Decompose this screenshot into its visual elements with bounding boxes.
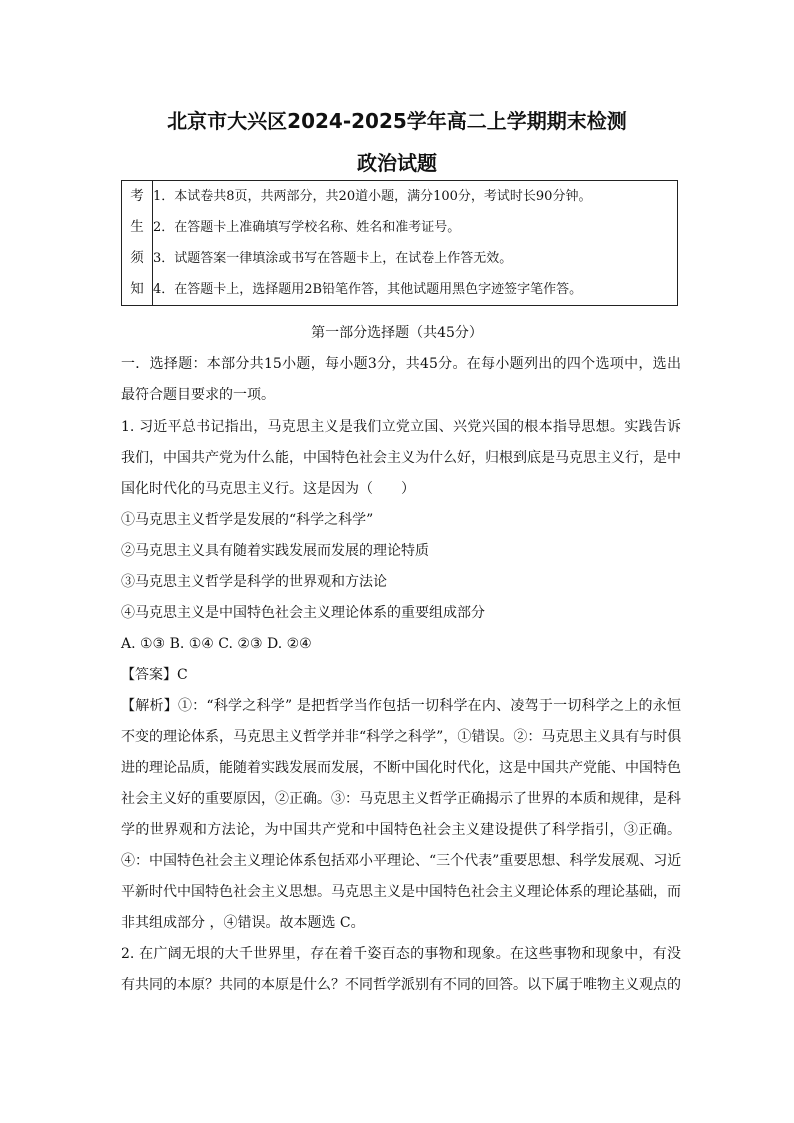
notice-label-char: 生 — [130, 219, 144, 235]
notice-item: 1．本试卷共8页，共两部分，共20道小题，满分100分，考试时长90分钟。 — [153, 189, 592, 204]
notice-box — [121, 180, 678, 306]
q1-stem-line: 我们，中国共产党为什么能，中国特色社会主义为什么好，归根到底是马克思主义行，是中 — [121, 450, 681, 466]
q1-option: ④马克思主义是中国特色社会主义理论体系的重要组成部分 — [121, 605, 485, 621]
q1-choices: A. ①③ B. ①④ C. ②③ D. ②④ — [121, 636, 312, 652]
q1-analysis-line: 学的世界观和方法论，为中国共产党和中国特色社会主义建设提供了科学指引，③正确。 — [121, 822, 681, 838]
notice-label — [122, 181, 153, 306]
q1-option: ①马克思主义哲学是发展的“科学之科学” — [121, 512, 374, 528]
q1-analysis-line: 不变的理论体系，马克思主义哲学并非“科学之科学”，①错误。②：马克思主义具有与时俱 — [121, 729, 682, 745]
page-title: 北京市大兴区2024-2025学年高二上学期期末检测 — [167, 109, 627, 133]
q1-analysis-line: 非其组成部分 ，④错误。故本题选 C。 — [121, 915, 365, 931]
notice-label-char: 知 — [130, 281, 144, 297]
notice-item: 4．在答题卡上，选择题用2B铅笔作答，其他试题用黑色字迹签字笔作答。 — [153, 282, 583, 297]
notice-item: 2．在答题卡上准确填写学校名称、姓名和准考证号。 — [153, 220, 461, 235]
q1-option: ②马克思主义具有随着实践发展而发展的理论特质 — [121, 543, 429, 559]
q1-stem-line: 1. 习近平总书记指出，马克思主义是我们立党立国、兴党兴国的根本指导思想。实践告诉 — [121, 419, 681, 435]
q2-stem-line: 有共同的本原？共同的本原是什么？不同哲学派别有不同的回答。以下属于唯物主义观点的 — [121, 977, 681, 993]
instructions-line: 一．选择题：本部分共15小题，每小题3分，共45分。在每小题列出的四个选项中，选出 — [121, 356, 681, 372]
q1-analysis-line: 进的理论品质，能随着实践发展而发展，不断中国化时代化，这是中国共产党能、中国特色 — [121, 760, 681, 776]
part1-heading: 第一部分选择题（共45分） — [311, 325, 483, 341]
q1-analysis-line: ④：中国特色社会主义理论体系包括邓小平理论、“三个代表”重要思想、科学发展观、习近 — [121, 853, 682, 869]
notice-item: 3．试题答案一律填涂或书写在答题卡上，在试卷上作答无效。 — [153, 251, 513, 266]
q1-answer: 【答案】C — [121, 667, 188, 683]
page-subtitle: 政治试题 — [357, 151, 437, 175]
notice-label-char: 须 — [130, 250, 144, 266]
q1-analysis-line: 【解析】①：“科学之科学” 是把哲学当作包括一切科学在内、凌驾于一切科学之上的永恒 — [121, 698, 681, 714]
notice-items — [153, 181, 678, 306]
q1-analysis-line: 社会主义好的重要原因，②正确。③：马克思主义哲学正确揭示了世界的本质和规律，是科 — [121, 791, 681, 807]
q1-option: ③马克思主义哲学是科学的世界观和方法论 — [121, 574, 387, 590]
q1-analysis-line: 平新时代中国特色社会主义思想。马克思主义是中国特色社会主义理论体系的理论基础，而 — [121, 884, 681, 900]
q1-stem-line: 国化时代化的马克思主义行。这是因为（ ） — [121, 481, 415, 497]
instructions-line: 最符合题目要求的一项。 — [121, 387, 275, 403]
q2-stem-line: 2. 在广阔无垠的大千世界里，存在着千姿百态的事物和现象。在这些事物和现象中，有没 — [121, 946, 681, 962]
notice-label-char: 考 — [130, 188, 144, 204]
